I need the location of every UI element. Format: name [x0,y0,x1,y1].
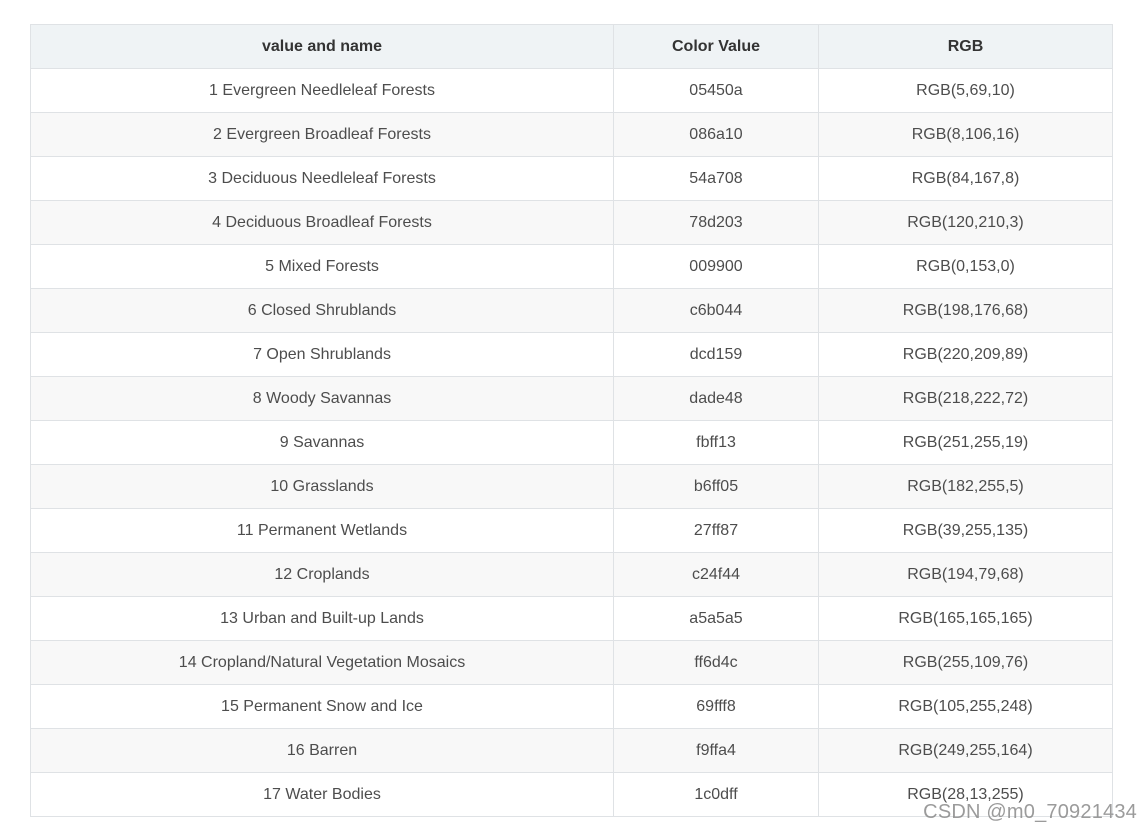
table-row [31,333,1113,377]
cell-rgb: RGB(5,69,10) [819,69,1113,113]
cell-color-value: b6ff05 [614,465,819,509]
cell-value-and-name: 3 Deciduous Needleleaf Forests [31,157,614,201]
table-row [31,685,1113,729]
table-row [31,509,1113,553]
header-value-and-name: value and name [31,25,614,69]
cell-rgb: RGB(39,255,135) [819,509,1113,553]
table-row [31,113,1113,157]
cell-rgb: RGB(84,167,8) [819,157,1113,201]
table-row [31,69,1113,113]
cell-color-value: dade48 [614,377,819,421]
land-cover-color-table [30,24,1113,817]
cell-rgb: RGB(220,209,89) [819,333,1113,377]
cell-color-value: 27ff87 [614,509,819,553]
cell-rgb: RGB(0,153,0) [819,245,1113,289]
table-row [31,157,1113,201]
table-row [31,289,1113,333]
cell-value-and-name: 2 Evergreen Broadleaf Forests [31,113,614,157]
cell-rgb: RGB(105,255,248) [819,685,1113,729]
table-row [31,421,1113,465]
cell-value-and-name: 15 Permanent Snow and Ice [31,685,614,729]
table-row [31,245,1113,289]
table-row [31,641,1113,685]
cell-value-and-name: 6 Closed Shrublands [31,289,614,333]
cell-value-and-name: 11 Permanent Wetlands [31,509,614,553]
header-color-value: Color Value [614,25,819,69]
cell-color-value: 54a708 [614,157,819,201]
table-row [31,729,1113,773]
cell-color-value: c6b044 [614,289,819,333]
table-header-row [31,25,1113,69]
cell-rgb: RGB(198,176,68) [819,289,1113,333]
cell-value-and-name: 12 Croplands [31,553,614,597]
cell-color-value: a5a5a5 [614,597,819,641]
cell-color-value: ff6d4c [614,641,819,685]
cell-rgb: RGB(218,222,72) [819,377,1113,421]
cell-color-value: dcd159 [614,333,819,377]
cell-color-value: 05450a [614,69,819,113]
cell-value-and-name: 5 Mixed Forests [31,245,614,289]
cell-rgb: RGB(120,210,3) [819,201,1113,245]
header-rgb: RGB [819,25,1113,69]
cell-rgb: RGB(182,255,5) [819,465,1113,509]
cell-value-and-name: 8 Woody Savannas [31,377,614,421]
table-row [31,597,1113,641]
cell-rgb: RGB(165,165,165) [819,597,1113,641]
cell-rgb: RGB(8,106,16) [819,113,1113,157]
cell-value-and-name: 13 Urban and Built-up Lands [31,597,614,641]
cell-color-value: 009900 [614,245,819,289]
cell-value-and-name: 9 Savannas [31,421,614,465]
cell-value-and-name: 10 Grasslands [31,465,614,509]
cell-value-and-name: 1 Evergreen Needleleaf Forests [31,69,614,113]
cell-value-and-name: 4 Deciduous Broadleaf Forests [31,201,614,245]
cell-value-and-name: 7 Open Shrublands [31,333,614,377]
cell-color-value: fbff13 [614,421,819,465]
cell-rgb: RGB(249,255,164) [819,729,1113,773]
cell-color-value: c24f44 [614,553,819,597]
table-row [31,201,1113,245]
cell-value-and-name: 17 Water Bodies [31,773,614,817]
cell-rgb: RGB(251,255,19) [819,421,1113,465]
cell-rgb: RGB(28,13,255) [819,773,1113,817]
cell-color-value: 1c0dff [614,773,819,817]
csdn-watermark: CSDN @m0_70921434 [923,801,1137,823]
cell-color-value: 69fff8 [614,685,819,729]
cell-value-and-name: 16 Barren [31,729,614,773]
cell-value-and-name: 14 Cropland/Natural Vegetation Mosaics [31,641,614,685]
cell-rgb: RGB(194,79,68) [819,553,1113,597]
table-row [31,377,1113,421]
table-row [31,465,1113,509]
cell-color-value: f9ffa4 [614,729,819,773]
cell-color-value: 78d203 [614,201,819,245]
cell-color-value: 086a10 [614,113,819,157]
table-row [31,553,1113,597]
cell-rgb: RGB(255,109,76) [819,641,1113,685]
table-body [31,69,1113,817]
